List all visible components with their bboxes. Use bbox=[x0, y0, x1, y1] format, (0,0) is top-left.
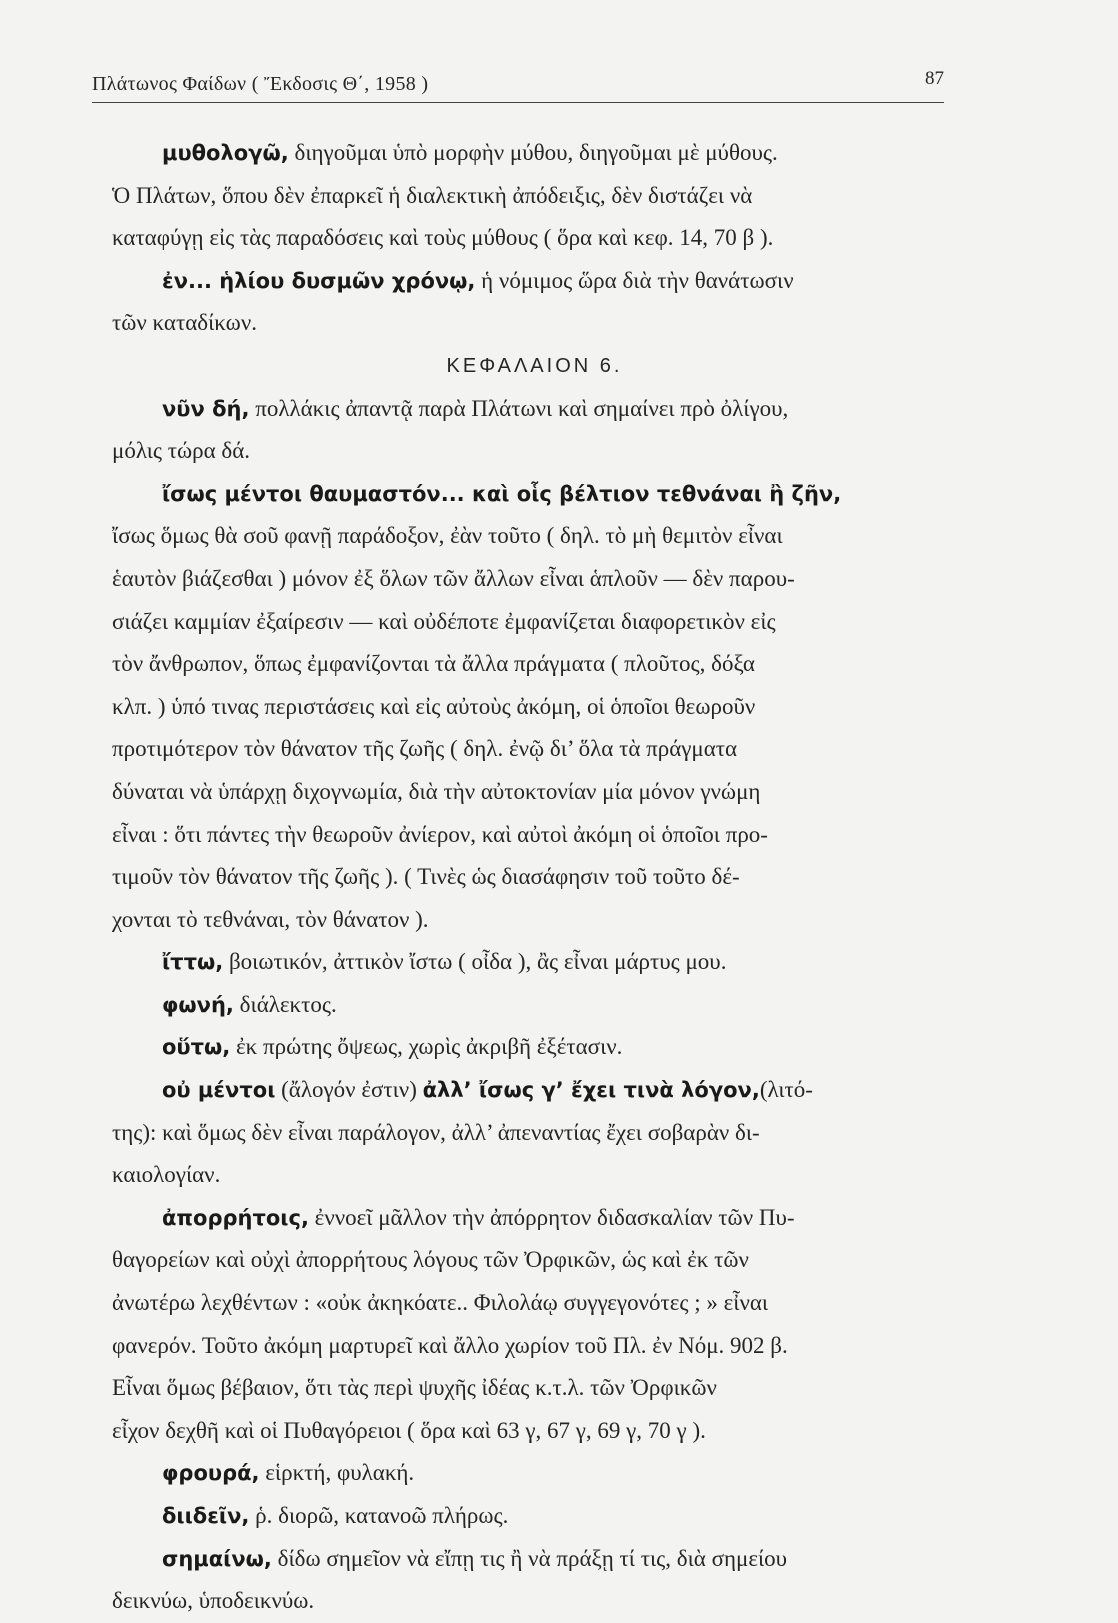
text-line bbox=[112, 1538, 957, 1581]
gloss: διάλεκτος. bbox=[233, 991, 337, 1017]
text-line: της): καὶ ὅμως δὲν εἶναι παράλογον, ἀλλ’ ἀπεναντίας ἔχει σοβαρὰν δι- bbox=[112, 1119, 760, 1145]
text-line: τῶν καταδίκων. bbox=[112, 310, 257, 336]
text-line bbox=[112, 473, 957, 516]
text-line bbox=[112, 388, 957, 431]
text-line bbox=[112, 1495, 957, 1538]
gloss: βοιωτικόν, ἀττικὸν ἴστω ( οἶδα ), ἂς εἶναι μάρτυς μου. bbox=[223, 949, 727, 975]
lemma: μυθολογῶ, bbox=[162, 141, 289, 165]
text-line: ἑαυτὸν βιάζεσθαι ) μόνον ἐξ ὅλων τῶν ἄλλων εἶναι ἁπλοῦν — δὲν παρου- bbox=[112, 565, 795, 591]
text-line: καιολογίαν. bbox=[112, 1162, 221, 1188]
text-line: μόλις τώρα δά. bbox=[112, 438, 251, 464]
gloss: ἡ νόμιμος ὥρα διὰ τὴν θανάτωσιν bbox=[475, 267, 794, 293]
text-line: Εἶναι ὅμως βέβαιον, ὅτι τὰς περὶ ψυχῆς ἰδέας κ.τ.λ. τῶν Ὀρφικῶν bbox=[112, 1375, 717, 1401]
text-line: τὸν ἄνθρωπον, ὅπως ἐμφανίζονται τὰ ἄλλα πράγματα ( πλοῦτος, δόξα bbox=[112, 651, 755, 677]
lemma: ἀπορρήτοις, bbox=[162, 1205, 309, 1230]
lemma: ἐν... ἡλίου δυσμῶν χρόνῳ, bbox=[162, 268, 476, 293]
gloss: ῥ. διορῶ, κατανοῶ πλήρως. bbox=[249, 1503, 509, 1528]
text-line bbox=[112, 260, 957, 303]
text-line: Ὁ Πλάτων, ὅπου δὲν ἐπαρκεῖ ἡ διαλεκτικὴ ἀπόδειξις, δὲν διστάζει νὰ bbox=[112, 182, 753, 208]
gloss: (ἄλογόν ἐστιν) bbox=[275, 1077, 423, 1103]
text-line: θαγορείων καὶ οὐχὶ ἀπορρήτους λόγους τῶν Ὀρφικῶν, ὡς καὶ ἐκ τῶν bbox=[112, 1247, 749, 1273]
text-line: εἶναι : ὅτι πάντες τὴν θεωροῦν ἀνίερον, καὶ αὐτοὶ ἀκόμη οἱ ὁποῖοι προ- bbox=[112, 821, 768, 847]
text-line: δύναται νὰ ὑπάρχῃ διχογνωμία, διὰ τὴν αὐτοκτονίαν μία μόνον γνώμη bbox=[112, 778, 761, 804]
text-line: δεικνύω, ὑποδεικνύω. bbox=[112, 1588, 315, 1614]
lemma: φωνή, bbox=[162, 992, 234, 1017]
text-line: τιμοῦν τὸν θάνατον τῆς ζωῆς ). ( Τινὲς ὡς διασάφησιν τοῦ τοῦτο δέ- bbox=[112, 864, 740, 890]
lemma: οὕτω, bbox=[162, 1035, 231, 1060]
gloss: ἐκ πρώτης ὄψεως, χωρὶς ἀκριβῆ ἐξέτασιν. bbox=[230, 1034, 623, 1060]
gloss: πολλάκις ἀπαντᾷ παρὰ Πλάτωνι καὶ σημαίνει πρὸ ὀλίγου, bbox=[249, 395, 789, 421]
gloss: δίδω σημεῖον νὰ εἴπῃ τις ἢ νὰ πράξῃ τί τις, διὰ σημείου bbox=[271, 1545, 788, 1571]
gloss: ἐννοεῖ μᾶλλον τὴν ἀπόρρητον διδασκαλίαν τῶν Πυ- bbox=[308, 1204, 795, 1230]
lemma: ἴσως μέντοι θαυμαστόν... καὶ οἷς βέλτιον τεθνάναι ἢ ζῆν, bbox=[162, 481, 842, 506]
text-line bbox=[112, 1452, 957, 1495]
text-line bbox=[112, 132, 957, 175]
text-line: προτιμότερον τὸν θάνατον τῆς ζωῆς ( δηλ. ἐνῷ δι’ ὅλα τὰ πράγματα bbox=[112, 736, 738, 762]
gloss: (λιτό- bbox=[759, 1077, 813, 1103]
lemma: σημαίνω, bbox=[162, 1546, 272, 1571]
text-line bbox=[112, 1026, 957, 1069]
text-line: κλπ. ) ὑπό τινας περιστάσεις καὶ εἰς αὐτοὺς ἀκόμη, οἱ ὁποῖοι θεωροῦν bbox=[112, 693, 756, 719]
commentary-text bbox=[112, 132, 957, 1623]
text-line bbox=[112, 941, 957, 984]
text-line: καταφύγῃ εἰς τὰς παραδόσεις καὶ τοὺς μύθους ( ὅρα καὶ κεφ. 14, 70 β ). bbox=[112, 225, 774, 251]
lemma: ἴττω, bbox=[162, 950, 224, 975]
text-line: εἶχον δεχθῆ καὶ οἱ Πυθαγόρειοι ( ὅρα καὶ 63 γ, 67 γ, 69 γ, 70 γ ). bbox=[112, 1417, 706, 1443]
lemma: νῦν δή, bbox=[162, 396, 250, 421]
page-number: 87 bbox=[925, 68, 944, 89]
text-line bbox=[112, 1197, 957, 1240]
lemma: οὐ μέντοι bbox=[162, 1078, 276, 1103]
text-line: ἴσως ὅμως θὰ σοῦ φανῇ παράδοξον, ἐὰν τοῦτο ( δηλ. τὸ μὴ θεμιτὸν εἶναι bbox=[112, 523, 783, 549]
gloss: διηγοῦμαι ὑπὸ μορφὴν μύθου, διηγοῦμαι μὲ μύθους. bbox=[288, 140, 778, 165]
running-title: Πλάτωνος Φαίδων ( Ἔκδοσις Θ΄, 1958 ) bbox=[92, 73, 429, 95]
text-line: ἀνωτέρω λεχθέντων : «οὐκ ἀκηκόατε.. Φιλολάῳ συγγεγονότες ; » εἶναι bbox=[112, 1290, 769, 1316]
text-line: σιάζει καμμίαν ἐξαίρεσιν — καὶ οὐδέποτε ἐμφανίζεται διαφορετικὸν εἰς bbox=[112, 608, 776, 634]
running-header bbox=[92, 62, 944, 103]
text-line: χονται τὸ τεθνάναι, τὸν θάνατον ). bbox=[112, 906, 429, 932]
lemma: ἀλλ’ ἴσως γ’ ἔχει τινὰ λόγον, bbox=[422, 1078, 760, 1103]
text-line: φανερόν. Τοῦτο ἀκόμη μαρτυρεῖ καὶ ἄλλο χωρίον τοῦ Πλ. ἐν Νόμ. 902 β. bbox=[112, 1332, 788, 1358]
gloss: εἱρκτή, φυλακή. bbox=[259, 1460, 415, 1486]
lemma: διιδεῖν, bbox=[162, 1504, 250, 1528]
chapter-heading: ΚΕΦΑΛΑΙΟΝ 6. bbox=[446, 354, 623, 377]
lemma: φρουρά, bbox=[162, 1461, 260, 1486]
text-line bbox=[112, 1069, 957, 1112]
text-line bbox=[112, 984, 957, 1027]
